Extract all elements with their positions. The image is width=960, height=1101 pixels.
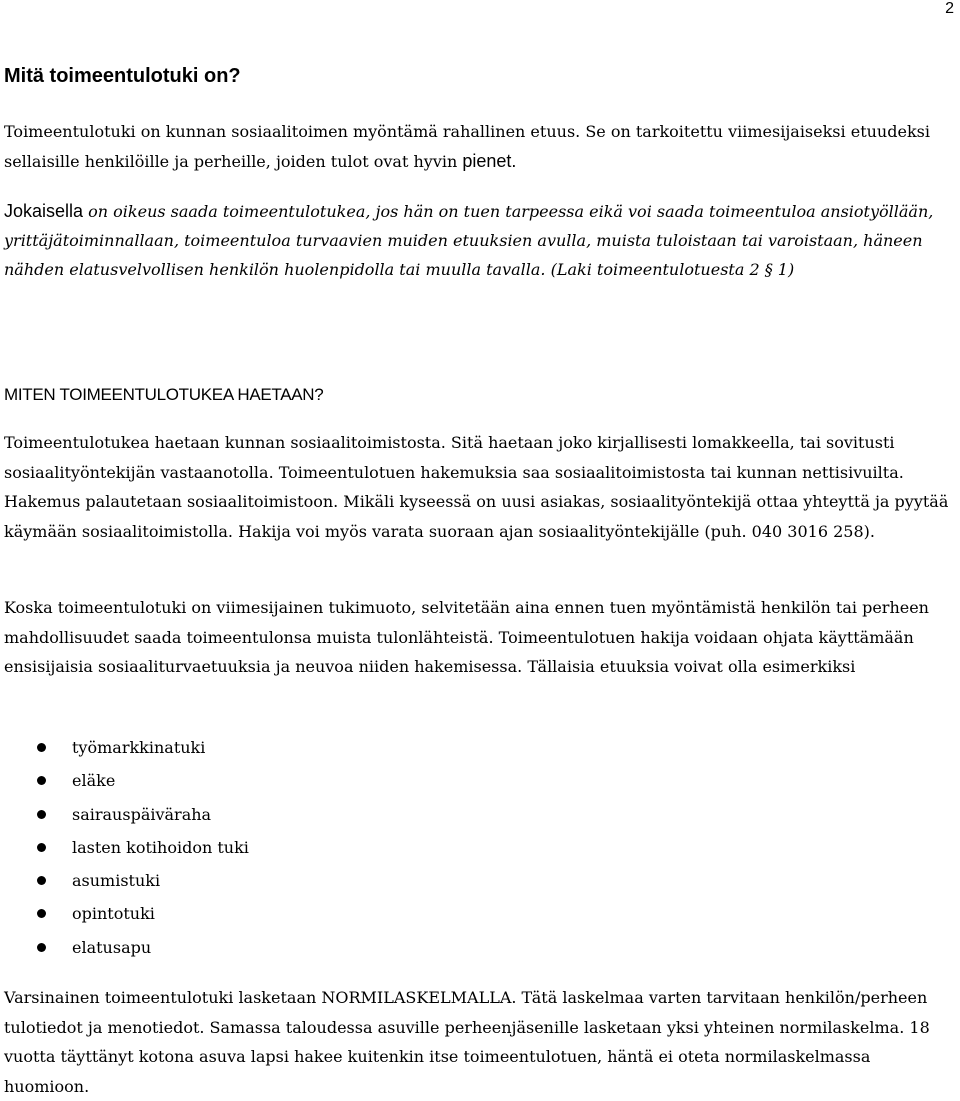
- bullet-icon: [37, 943, 46, 952]
- intro-paragraph: [4, 117, 954, 176]
- section-heading: MITEN TOIMEENTULOTUKEA HAETAAN?: [4, 385, 324, 404]
- list-item-label: opintotuki: [72, 904, 155, 924]
- list-item: [4, 897, 249, 930]
- list-item: [4, 731, 249, 764]
- benefits-list: [4, 731, 249, 964]
- list-item: [4, 764, 249, 797]
- bullet-icon: [37, 743, 46, 752]
- list-item-label: elatusapu: [72, 937, 152, 957]
- list-item-label: eläke: [72, 771, 116, 791]
- legal-text: on oikeus saada toimeentulotukea, jos hän on tuen tarpeessa eikä voi saada toimeentuloa ansiotyöllään, yrittäjätoiminnallaan, toimeentuloa turvaavien muiden etuuksien avulla, muista tuloistaan tai varoistaan, häneen nähden elatusvelvollisen henkilön huolenpidolla tai muulla tavalla. (Laki toimeentulotuesta 2 § 1): [4, 202, 934, 279]
- list-item: [4, 864, 249, 897]
- list-item-label: sairauspäiväraha: [72, 804, 212, 824]
- list-item: [4, 798, 249, 831]
- bullet-icon: [37, 810, 46, 819]
- legal-quote-paragraph: [4, 197, 954, 284]
- apply-paragraph: Toimeentulotukea haetaan kunnan sosiaalitoimistosta. Sitä haetaan joko kirjallisesti lomakkeella, tai sovitusti sosiaalityöntekijän vastaanotolla. Toimeentulotuen hakemuksia saa sosiaalitoimistosta tai kunnan nettisivuilta. Hakemus palautetaan sosiaalitoimistoon. Mikäli kyseessä on uusi asiakas, sosiaalityöntekijä ottaa yhteyttä ja pyytää käymään sosiaalitoimistolla. Hakija voi myös varata suoraan ajan sosiaalityöntekijälle (puh. 040 3016 258).: [4, 433, 949, 541]
- list-item: [4, 931, 249, 964]
- intro-last-word: pienet.: [462, 150, 517, 171]
- koska-paragraph: Koska toimeentulotuki on viimesijainen tukimuoto, selvitetään aina ennen tuen myöntämistä henkilön tai perheen mahdollisuudet saada toimeentulonsa muista tulonlähteistä. Toimeentulotuen hakija voidaan ohjata käyttämään ensisijaisia sosiaaliturvaetuuksia ja neuvoa niiden hakemisessa. Tällaisia etuuksia voivat olla esimerkiksi: [4, 598, 929, 676]
- intro-text: Toimeentulotuki on kunnan sosiaalitoimen myöntämä rahallinen etuus. Se on tarkoitettu viimesijaiseksi etuudeksi sellaisille henkilöille ja perheille, joiden tulot ovat hyvin: [4, 122, 930, 171]
- bullet-icon: [37, 876, 46, 885]
- normilaskelma-paragraph: Varsinainen toimeentulotuki lasketaan NORMILASKELMALLA. Tätä laskelmaa varten tarvitaan henkilön/perheen tulotiedot ja menotiedot. Samassa taloudessa asuville perheenjäsenille lasketaan yksi yhteinen normilaskelma. 18 vuotta täyttänyt kotona asuva lapsi hakee kuitenkin itse toimeentulotuen, häntä ei oteta normilaskelmassa huomioon.: [4, 988, 930, 1096]
- list-item-label: asumistuki: [72, 871, 161, 891]
- bullet-icon: [37, 776, 46, 785]
- bullet-icon: [37, 909, 46, 918]
- legal-first-word: Jokaisella: [4, 201, 84, 221]
- page-number: 2: [945, 0, 954, 17]
- bullet-icon: [37, 843, 46, 852]
- list-item-label: työmarkkinatuki: [72, 738, 206, 757]
- list-item: [4, 831, 249, 864]
- page-title: Mitä toimeentulotuki on?: [4, 65, 241, 87]
- list-item-label: lasten kotihoidon tuki: [72, 837, 249, 857]
